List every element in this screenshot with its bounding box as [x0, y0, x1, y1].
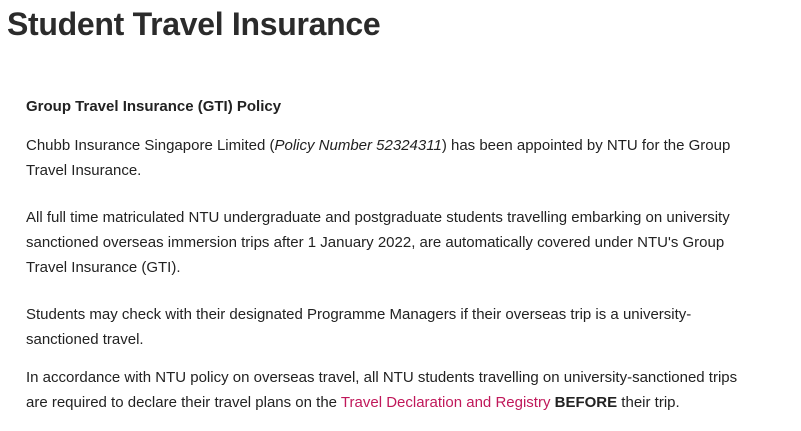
- paragraph-text: Travel Insurance.: [26, 162, 142, 179]
- paragraph-text: sanctioned overseas immersion trips after 1 January 2022, are automatically covered under NTU's Group: [26, 234, 725, 251]
- paragraph-text: their trip.: [617, 394, 680, 411]
- section-heading: Group Travel Insurance (GTI) Policy: [26, 98, 282, 115]
- paragraph-text: Travel Insurance (GTI).: [26, 259, 181, 276]
- paragraph-coverage: [26, 205, 786, 280]
- paragraph-text: All full time matriculated NTU undergraduate and postgraduate students travelling embarking on university: [26, 209, 730, 226]
- paragraph-declaration: [26, 365, 786, 415]
- paragraph-insurer: [26, 133, 786, 183]
- main-content: [26, 95, 786, 415]
- paragraph-text: Students may check with their designated Programme Managers if their overseas trip is a university-: [26, 306, 692, 323]
- paragraph-text: Chubb Insurance Singapore Limited (: [26, 137, 275, 154]
- paragraph-text: sanctioned travel.: [26, 331, 144, 348]
- page-title: Student Travel Insurance: [7, 6, 381, 42]
- paragraph-text: ) has been appointed by NTU for the Group: [441, 137, 731, 154]
- before-emphasis: BEFORE: [554, 394, 618, 411]
- travel-declaration-link[interactable]: Travel Declaration and Registry: [340, 394, 551, 411]
- paragraph-text: In accordance with NTU policy on overseas travel, all NTU students travelling on university-sanctioned trips: [26, 369, 738, 386]
- paragraph-text: are required to declare their travel plans on the: [26, 394, 341, 411]
- policy-number: Policy Number 52324311: [274, 137, 442, 154]
- paragraph-programme-managers: [26, 302, 786, 352]
